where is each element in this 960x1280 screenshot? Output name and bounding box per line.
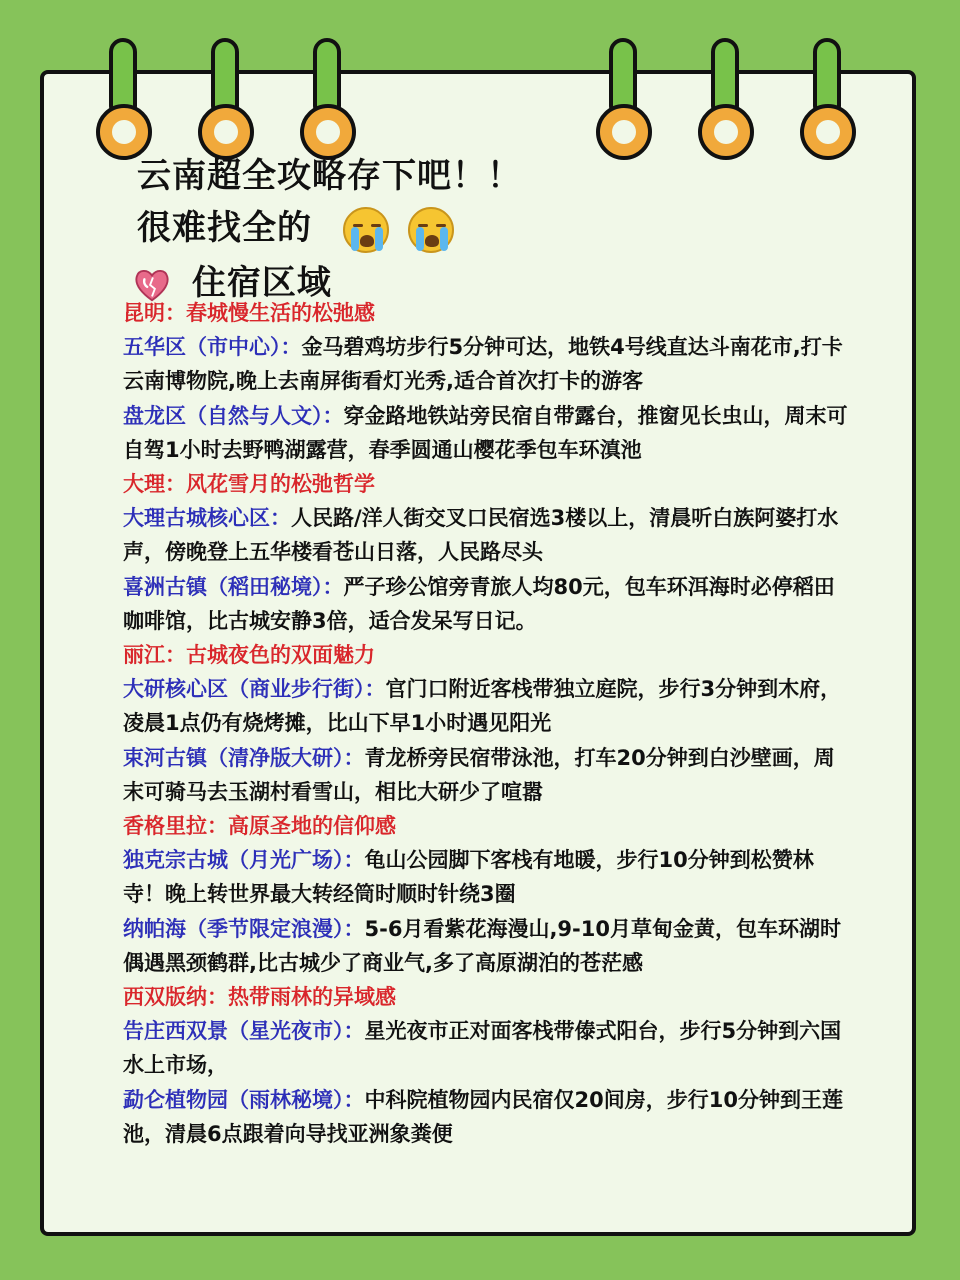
area-description: 官门口附近客栈带独立庭院，步行3分钟到木府，凌晨1点仍有烧烤摊，比山下早1小时遇见阳光 (123, 677, 842, 736)
crying-face-icon (408, 207, 454, 253)
area-name: 大研核心区（商业步行街）： (123, 677, 386, 702)
list-item (123, 843, 853, 911)
binder-ring-icon (96, 38, 156, 138)
area-name: 盘龙区（自然与人文）： (123, 403, 344, 428)
area-name: 大理古城核心区： (123, 506, 291, 531)
area-name: 束河古镇（清净版大研）： (123, 745, 365, 770)
city-heading: 西双版纳：热带雨林的异域感 (123, 985, 396, 1010)
section-heading: 住宿区域 (191, 263, 332, 303)
page-subtitle: 很难找全的 (137, 208, 312, 248)
city-heading: 香格里拉：高原圣地的信仰感 (123, 814, 396, 839)
city-heading: 丽江：古城夜色的双面魅力 (123, 643, 375, 668)
area-description: 金马碧鸡坊步行5分钟可达，地铁4号线直达斗南花市,打卡云南博物院,晚上去南屏街看灯光秀,适合首次打卡的游客 (123, 335, 843, 394)
area-name: 告庄西双景（星光夜市）： (123, 1019, 365, 1044)
list-item (123, 912, 853, 980)
list-item (123, 672, 853, 740)
area-name: 勐仑植物园（雨林秘境）： (123, 1087, 365, 1112)
area-description: 穿金路地铁站旁民宿自带露台，推窗见长虫山，周末可自驾1小时去野鸭湖露营，春季圆通山樱花季包车环滇池 (123, 403, 848, 462)
area-description: 龟山公园脚下客栈有地暖，步行10分钟到松赞林寺！晚上转世界最大转经筒时顺时针绕3圈 (123, 848, 814, 907)
lodging-guide (123, 296, 853, 1151)
list-item (123, 330, 853, 398)
crying-face-icon (343, 207, 389, 253)
area-description: 严子珍公馆旁青旅人均80元，包车环洱海时必停稻田咖啡馆，比古城安静3倍，适合发呆写日记。 (123, 574, 835, 633)
binder-ring-icon (198, 38, 258, 138)
list-item (123, 741, 853, 809)
area-description: 青龙桥旁民宿带泳池，打车20分钟到白沙壁画，周末可骑马去玉湖村看雪山，相比大研少了喧嚣 (123, 745, 835, 804)
area-name: 独克宗古城（月光广场）： (123, 848, 365, 873)
city-heading: 大理：风花雪月的松弛哲学 (123, 472, 375, 497)
list-item (123, 399, 853, 467)
area-name: 纳帕海（季节限定浪漫）： (123, 916, 365, 941)
list-item (123, 1083, 853, 1151)
list-item (123, 570, 853, 638)
binder-ring-icon (596, 38, 656, 138)
city-heading: 昆明：春城慢生活的松弛感 (123, 301, 375, 325)
binder-ring-icon (698, 38, 758, 138)
area-description: 5-6月看紫花海漫山,9-10月草甸金黄，包车环湖时偶遇黑颈鹤群,比古城少了商业气,多了高原湖泊的苍茫感 (123, 916, 841, 975)
page-title: 云南超全攻略存下吧！！ (137, 156, 522, 196)
binder-ring-icon (300, 38, 360, 138)
area-description: 人民路/洋人街交叉口民宿选3楼以上，清晨听白族阿婆打水声，傍晚登上五华楼看苍山日落，人民路尽头 (123, 506, 839, 565)
page-subtitle-row (137, 200, 454, 253)
area-name: 喜洲古镇（稻田秘境）： (123, 574, 344, 599)
binder-ring-icon (800, 38, 860, 138)
area-description: 中科院植物园内民宿仅20间房，步行10分钟到王莲池，清晨6点跟着向导找亚洲象粪便 (123, 1087, 843, 1146)
area-description: 星光夜市正对面客栈带傣式阳台，步行5分钟到六国水上市场， (123, 1019, 842, 1078)
list-item (123, 501, 853, 569)
area-name: 五华区（市中心）： (123, 335, 302, 360)
list-item (123, 1014, 853, 1082)
